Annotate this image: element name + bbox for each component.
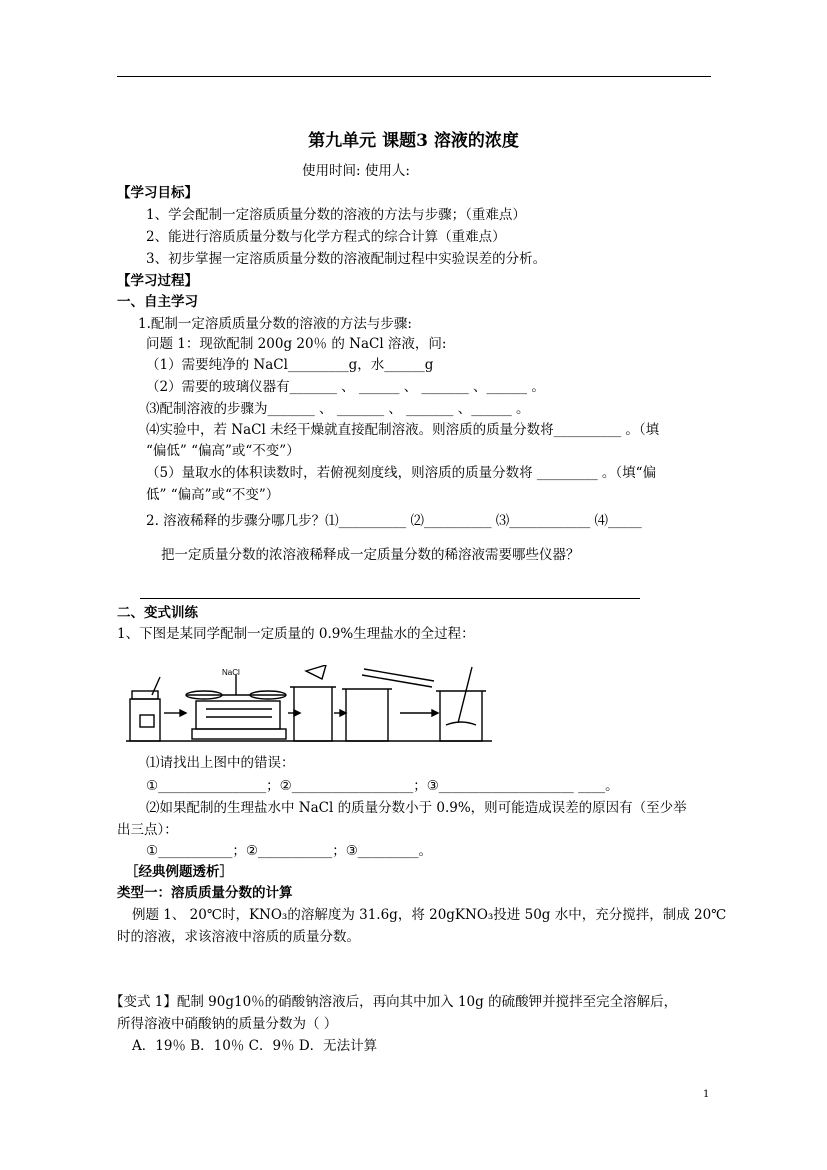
- solution-preparation-figure: [126, 665, 492, 743]
- cause-question-cont: 出三点）：: [117, 822, 178, 838]
- problem-1: 问题 1：现欲配制 200g 20％ 的 NaCl 溶液，问:: [146, 336, 447, 352]
- variant-1: 【变式 1】配制 90g10％的硝酸钠溶液后，再向其中加入 10g 的硫酸钾并搅拌至完全溶解后，: [110, 994, 678, 1010]
- answer-line: [140, 598, 640, 599]
- cause-question: ⑵如果配制的生理盐水中 NaCl 的质量分数小于 0.9%，则可能造成误差的原因有（至少举: [146, 800, 687, 816]
- question-2-instruction: 把一定质量分数的浓溶液稀释成一定质量分数的稀溶液需要哪些仪器？: [161, 547, 580, 563]
- section1-heading: 一、自主学习: [117, 294, 198, 310]
- item-4: ⑷实验中，若 NaCl 未经干燥就直接配制溶液。则溶质的质量分数将__________ 。（填: [146, 422, 660, 438]
- variant-1-cont: 所得溶液中硝酸钠的质量分数为（ ）: [117, 1016, 338, 1032]
- page-number: 1: [703, 1089, 710, 1100]
- example-1: 例题 1、 20℃时，KNO₃的溶解度为 31.6g，将 20gKNO₃投进 50g 水中，充分搅拌，制成 20℃: [132, 907, 727, 923]
- item-4-cont: “偏低” “偏高”或“不变”）: [146, 443, 300, 459]
- item-5-cont: 低” “偏高”或“不变”）: [146, 487, 280, 503]
- question-2: 2. 溶液稀释的步骤分哪几步？⑴__________ ⑵__________ ⑶____________ ⑷_____: [146, 513, 642, 529]
- item-3: ⑶配制溶液的步骤为_______ 、 _______ 、 _______ 、______ 。: [146, 401, 530, 417]
- classic-heading: ［经典例题透析］: [125, 864, 233, 880]
- exercise-intro: 1、下图是某同学配制一定质量的 0.9%生理盐水的全过程：: [117, 626, 475, 642]
- page-title: 第九单元 课题3 溶液的浓度: [308, 131, 519, 151]
- item-1: （1）需要纯净的 NaCl_________g，水______g: [146, 357, 434, 373]
- cause-blanks: ①___________；②___________；③_________。: [146, 843, 433, 859]
- item-2: （2）需要的玻璃仪器有_______ 、 ______ 、 _______ 、______ 。: [146, 379, 545, 395]
- figure-nacl-label: NaCl: [222, 668, 240, 677]
- section2-heading: 二、变式训练: [117, 605, 198, 621]
- process-heading: 【学习过程】: [117, 273, 198, 289]
- example-1-cont: 时的溶液，求该溶液中溶质的质量分数。: [117, 929, 360, 945]
- type1-heading: 类型一：溶质质量分数的计算: [117, 885, 293, 901]
- item-5: （5）量取水的体积读数时，若俯视刻度线，则溶质的质量分数将 _________ 。（填“偏: [146, 465, 657, 481]
- meta-line: 使用时间: 使用人:: [302, 163, 410, 179]
- goals-heading: 【学习目标】: [117, 185, 198, 201]
- variant-1-options: A．19％ B．10％ C．9％ D．无法计算: [132, 1038, 378, 1054]
- goal-item: 1、学会配制一定溶质质量分数的溶液的方法与步骤；（重难点）: [146, 207, 526, 223]
- goal-item: 3、初步掌握一定溶质质量分数的溶液配制过程中实验误差的分析。: [146, 251, 547, 267]
- error-blanks: ①________________；②__________________；③____________________ ____。: [146, 778, 619, 794]
- q1-title: 1.配制一定溶质质量分数的溶液的方法与步骤:: [138, 316, 412, 332]
- error-question: ⑴请找出上图中的错误：: [146, 755, 295, 771]
- header-rule: [117, 76, 711, 77]
- goal-item: 2、能进行溶质质量分数与化学方程式的综合计算（重难点）: [146, 229, 506, 245]
